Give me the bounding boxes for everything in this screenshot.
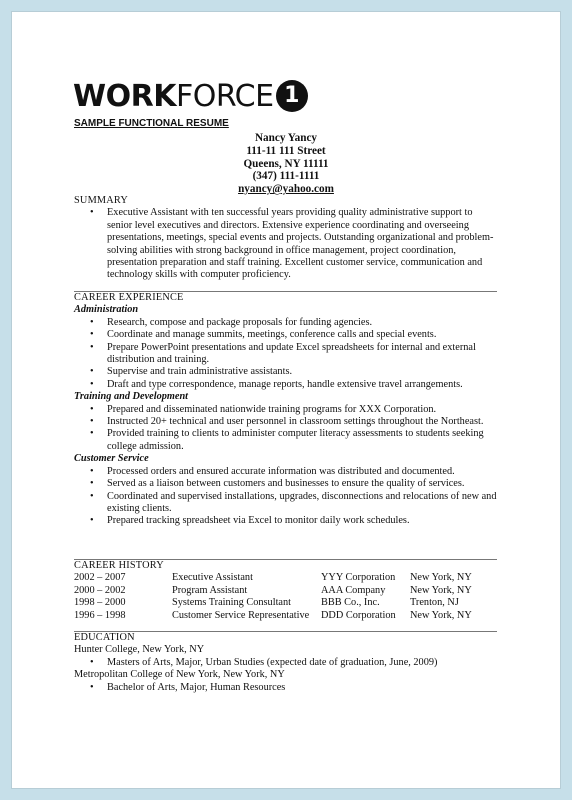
list-item: • Processed orders and ensured accurate information was distributed and documented. <box>74 466 497 478</box>
history-company: AAA Company <box>321 584 386 596</box>
history-role: Executive Assistant <box>172 572 253 584</box>
school-name: Hunter College, New York, NY <box>74 644 205 656</box>
summary-section <box>74 195 497 282</box>
history-row <box>74 572 497 584</box>
logo-work: WORK <box>73 78 176 114</box>
history-location: Trenton, NJ <box>410 597 459 609</box>
document-subtitle: SAMPLE FUNCTIONAL RESUME <box>74 118 229 129</box>
history-company: DDD Corporation <box>321 609 396 621</box>
history-dates: 1998 – 2000 <box>74 597 126 609</box>
list-item: • Instructed 20+ technical and user personnel in classroom settings throughout the Northeast. <box>74 416 497 428</box>
list-item: • Executive Assistant with ten successful years providing quality administrative support to senior level executives and directors. Extensive experience coordinating and overseeing presentations, meetings, special events and projects. Outstanding organizational and problem-solving abilities with strong background in office management, project coordination, presentation preparation and staff training. Excellent customer service, communication and technology skills with computer proficiency. <box>74 207 497 281</box>
logo-badge: 1 <box>276 80 308 112</box>
section-title: EDUCATION <box>74 632 135 643</box>
history-section <box>74 559 497 622</box>
history-role: Customer Service Representative <box>172 609 310 621</box>
history-company: YYY Corporation <box>321 572 396 584</box>
summary-list <box>74 207 497 281</box>
history-row <box>74 597 497 609</box>
list-item: • Prepared and disseminated nationwide training programs for XXX Corporation. <box>74 404 497 416</box>
experience-group <box>74 391 497 453</box>
list-item: • Supervise and train administrative assistants. <box>74 366 497 378</box>
contact-email-link[interactable]: nyancy@yahoo.com <box>238 183 334 196</box>
group-heading: Customer Service <box>74 453 149 465</box>
section-title: SUMMARY <box>74 195 129 206</box>
experience-group <box>74 304 497 391</box>
list-item: • Coordinated and supervised installations, upgrades, disconnections and relocations of new and existing clients. <box>74 491 497 516</box>
logo-force: FORCE <box>175 78 274 114</box>
contact-block <box>12 132 560 196</box>
section-title: CAREER HISTORY <box>74 560 164 571</box>
list-item: • Prepared tracking spreadsheet via Excel to monitor daily work schedules. <box>74 515 497 527</box>
list-item: • Coordinate and manage summits, meetings, conference calls and special events. <box>74 329 497 341</box>
experience-section <box>74 291 497 528</box>
list-item: • Bachelor of Arts, Major, Human Resources <box>74 682 497 694</box>
history-dates: 2000 – 2002 <box>74 584 126 596</box>
list-item: • Research, compose and package proposals for funding agencies. <box>74 317 497 329</box>
group-heading: Training and Development <box>74 391 189 403</box>
history-role: Systems Training Consultant <box>172 597 292 609</box>
history-dates: 2002 – 2007 <box>74 572 126 584</box>
history-row <box>74 610 497 622</box>
contact-street: 111-11 111 Street <box>246 144 326 157</box>
resume-page <box>12 12 560 788</box>
education-section <box>74 631 497 694</box>
list-item: • Draft and type correspondence, manage reports, handle extensive travel arrangements. <box>74 379 497 391</box>
experience-group <box>74 453 497 527</box>
list-item: • Served as a liaison between customers and businesses to ensure the quality of services. <box>74 478 497 490</box>
history-location: New York, NY <box>410 584 472 596</box>
list-item: • Prepare PowerPoint presentations and update Excel spreadsheets for internal and external distribution and training. <box>74 342 497 367</box>
list-item: • Provided training to clients to administer computer literacy assessments to students seeking college admission. <box>74 428 497 453</box>
history-row <box>74 585 497 597</box>
contact-name: Nancy Yancy <box>254 132 318 144</box>
school-name: Metropolitan College of New York, New York, NY <box>74 669 285 681</box>
list-item: • Masters of Arts, Major, Urban Studies (expected date of graduation, June, 2009) <box>74 657 497 669</box>
history-company: BBB Co., Inc. <box>321 597 380 609</box>
contact-phone: (347) 111-1111 <box>252 170 320 183</box>
section-title: CAREER EXPERIENCE <box>74 292 184 303</box>
history-location: New York, NY <box>410 572 472 584</box>
history-role: Program Assistant <box>172 584 248 596</box>
history-dates: 1996 – 1998 <box>74 609 126 621</box>
group-heading: Administration <box>74 304 139 316</box>
history-location: New York, NY <box>410 609 472 621</box>
workforce1-logo <box>73 76 308 116</box>
contact-city: Queens, NY 11111 <box>243 157 329 170</box>
